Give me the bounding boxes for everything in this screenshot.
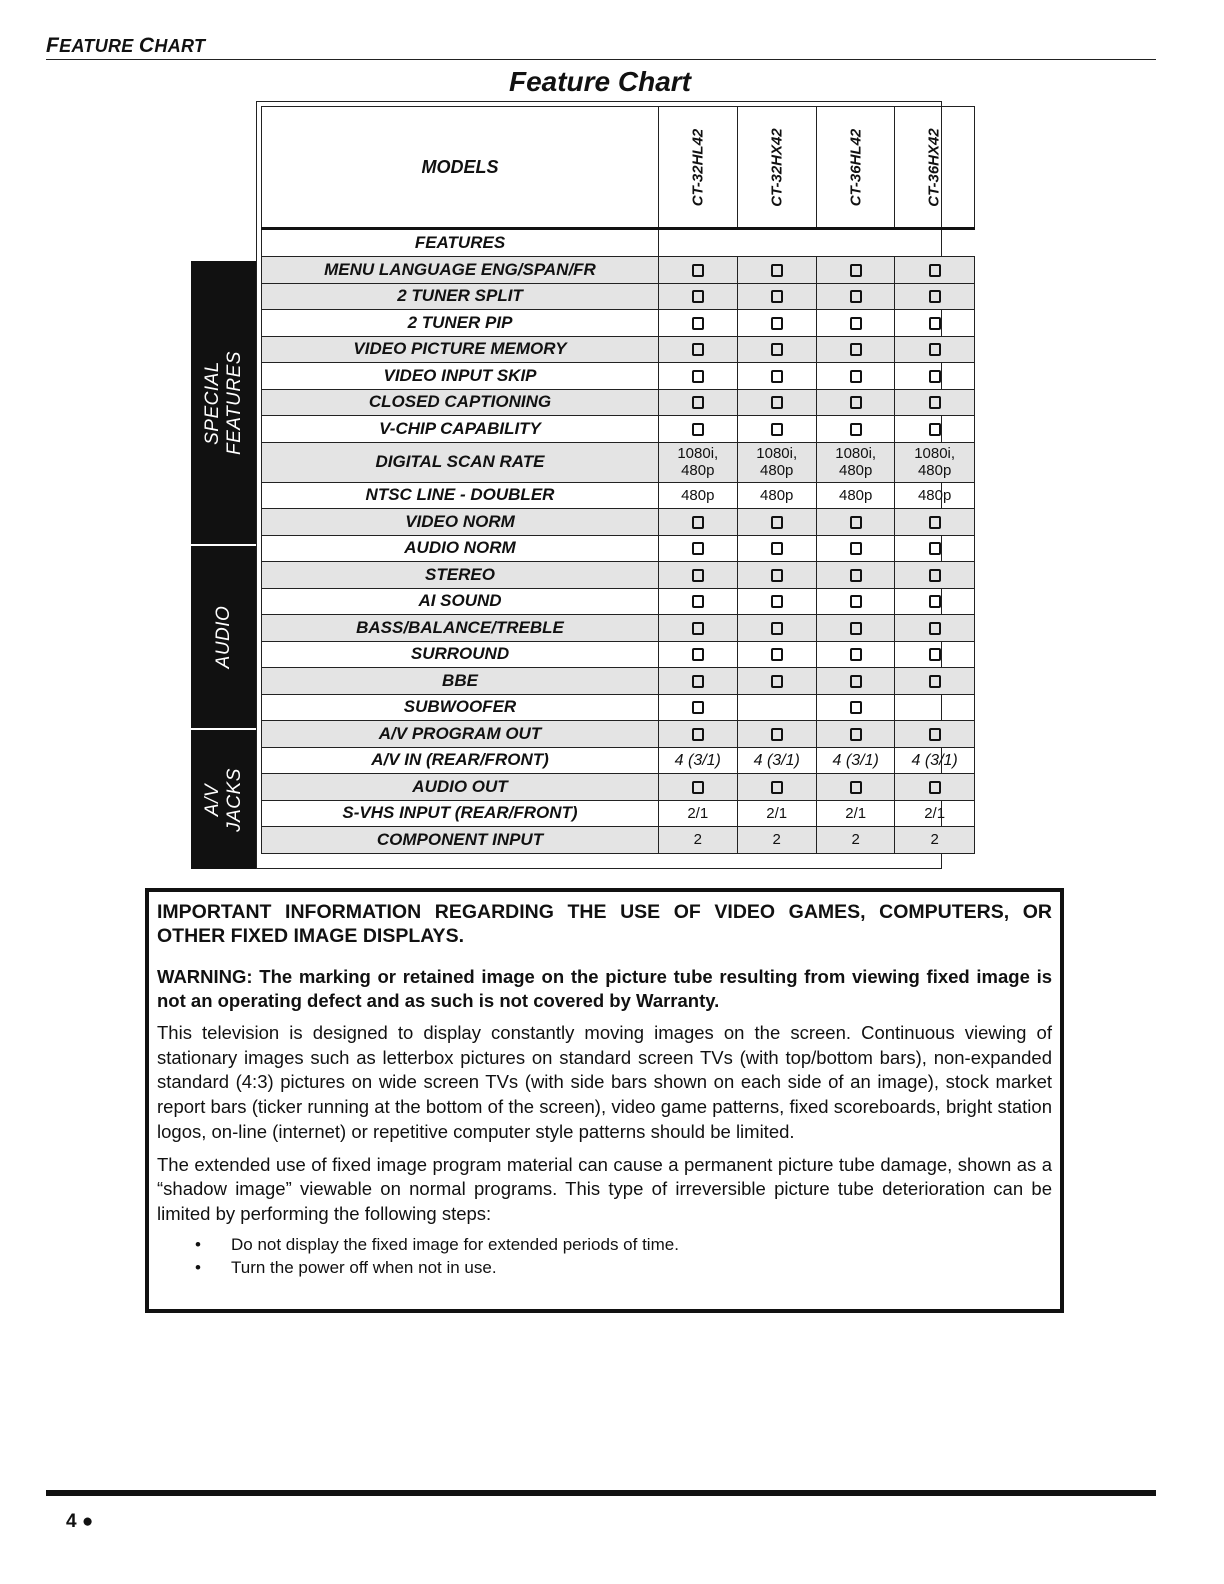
feature-included-cell: [895, 416, 974, 443]
feature-included-cell: [659, 562, 738, 589]
list-item: • Turn the power off when not in use.: [195, 1257, 497, 1277]
feature-value-cell: 2: [737, 827, 816, 854]
feature-included-cell: [816, 389, 895, 416]
checkbox-square-icon: [771, 290, 783, 303]
page-number: 4 ●: [66, 1511, 94, 1532]
category-label: AUDIO: [213, 605, 234, 669]
checkbox-square-icon: [771, 781, 783, 794]
feature-value-cell: 480p: [816, 482, 895, 509]
feature-name: A/V IN (REAR/FRONT): [262, 747, 659, 774]
checkbox-square-icon: [929, 423, 941, 436]
checkbox-square-icon: [850, 343, 862, 356]
feature-included-cell: [659, 641, 738, 668]
feature-included-cell: [659, 509, 738, 536]
feature-included-cell: [895, 721, 974, 748]
checkbox-square-icon: [771, 370, 783, 383]
feature-included-cell: [895, 588, 974, 615]
feature-included-cell: [895, 668, 974, 695]
feature-name: CLOSED CAPTIONING: [262, 389, 659, 416]
feature-table: [261, 106, 975, 854]
checkbox-square-icon: [692, 290, 704, 303]
table-row: [262, 827, 975, 854]
feature-value-cell: 2: [659, 827, 738, 854]
checkbox-square-icon: [929, 516, 941, 529]
section-header-cap-2: C: [138, 34, 155, 57]
feature-included-cell: [737, 721, 816, 748]
checkbox-square-icon: [929, 343, 941, 356]
checkbox-square-icon: [771, 648, 783, 661]
feature-included-cell: [737, 416, 816, 443]
list-item: • Do not display the fixed image for extended periods of time.: [195, 1234, 679, 1254]
footer-rule: [46, 1490, 1156, 1496]
model-header: CT-32HL42: [659, 107, 738, 229]
feature-included-cell: [737, 283, 816, 310]
feature-name: AUDIO NORM: [262, 535, 659, 562]
feature-name: STEREO: [262, 562, 659, 589]
checkbox-square-icon: [929, 542, 941, 555]
feature-name: DIGITAL SCAN RATE: [262, 442, 659, 482]
model-header: CT-36HL42: [816, 107, 895, 229]
checkbox-square-icon: [850, 396, 862, 409]
feature-included-cell: [816, 283, 895, 310]
table-row: [262, 694, 975, 721]
table-row: [262, 257, 975, 284]
feature-value-cell: 1080i, 480p: [816, 442, 895, 482]
table-row: [262, 509, 975, 536]
checkbox-square-icon: [692, 622, 704, 635]
feature-value-cell: 480p: [659, 482, 738, 509]
checkbox-square-icon: [692, 648, 704, 661]
checkbox-square-icon: [850, 622, 862, 635]
feature-included-cell: [895, 615, 974, 642]
feature-included-cell: [659, 668, 738, 695]
checkbox-square-icon: [771, 569, 783, 582]
table-row: [262, 310, 975, 337]
checkbox-square-icon: [850, 264, 862, 277]
feature-included-cell: [737, 310, 816, 337]
feature-included-cell: [895, 283, 974, 310]
feature-value-cell: 2/1: [737, 800, 816, 827]
feature-included-cell: [737, 336, 816, 363]
feature-name: VIDEO INPUT SKIP: [262, 363, 659, 390]
feature-included-cell: [895, 535, 974, 562]
checkbox-square-icon: [771, 622, 783, 635]
feature-name: VIDEO NORM: [262, 509, 659, 536]
feature-included-cell: [737, 363, 816, 390]
checkbox-square-icon: [850, 595, 862, 608]
feature-value-cell: 2/1: [895, 800, 974, 827]
feature-value-cell: 2: [816, 827, 895, 854]
section-header-rest-2: HART: [154, 36, 206, 56]
feature-value-cell: 2/1: [816, 800, 895, 827]
checkbox-square-icon: [692, 675, 704, 688]
feature-included-cell: [816, 535, 895, 562]
feature-included-cell: [659, 257, 738, 284]
feature-included-cell: [737, 615, 816, 642]
checkbox-square-icon: [929, 264, 941, 277]
feature-included-cell: [659, 336, 738, 363]
feature-included-cell: [659, 416, 738, 443]
feature-included-cell: [816, 336, 895, 363]
checkbox-square-icon: [692, 781, 704, 794]
checkbox-square-icon: [850, 370, 862, 383]
chart-title: Feature Chart: [508, 66, 692, 97]
checkbox-square-icon: [692, 370, 704, 383]
feature-included-cell: [737, 509, 816, 536]
feature-included-cell: [895, 774, 974, 801]
info-warning: WARNING: The marking or retained image on the picture tube resulting from viewing fixed image is not an operating defect and as such is not covered by Warranty.: [157, 966, 1052, 1011]
feature-name: S-VHS INPUT (REAR/FRONT): [262, 800, 659, 827]
feature-value-cell: 2/1: [659, 800, 738, 827]
feature-included-cell: [659, 363, 738, 390]
models-header: MODELS: [262, 107, 659, 229]
table-row: [262, 615, 975, 642]
feature-included-cell: [737, 641, 816, 668]
feature-included-cell: [816, 694, 895, 721]
category-audio: [191, 546, 257, 730]
checkbox-square-icon: [771, 264, 783, 277]
feature-included-cell: [659, 535, 738, 562]
checkbox-square-icon: [850, 423, 862, 436]
feature-name: COMPONENT INPUT: [262, 827, 659, 854]
bullet-icon: •: [195, 1234, 201, 1254]
table-row: [262, 641, 975, 668]
feature-included-cell: [895, 509, 974, 536]
checkbox-square-icon: [692, 542, 704, 555]
category-sidebar: [191, 261, 257, 869]
feature-included-cell: [816, 641, 895, 668]
feature-name: AUDIO OUT: [262, 774, 659, 801]
checkbox-square-icon: [850, 781, 862, 794]
checkbox-square-icon: [850, 675, 862, 688]
feature-name: 2 TUNER SPLIT: [262, 283, 659, 310]
feature-included-cell: [895, 257, 974, 284]
checkbox-square-icon: [929, 396, 941, 409]
table-row: [262, 442, 975, 482]
checkbox-square-icon: [692, 516, 704, 529]
section-header-rest-1: EATURE: [59, 36, 139, 56]
table-row: [262, 535, 975, 562]
table-row: [262, 800, 975, 827]
checkbox-square-icon: [692, 317, 704, 330]
feature-name: A/V PROGRAM OUT: [262, 721, 659, 748]
table-row: [262, 283, 975, 310]
checkbox-square-icon: [850, 542, 862, 555]
checkbox-square-icon: [850, 317, 862, 330]
feature-included-cell: [659, 283, 738, 310]
checkbox-square-icon: [850, 648, 862, 661]
table-row: [262, 562, 975, 589]
table-row: [262, 363, 975, 390]
feature-included-cell: [737, 257, 816, 284]
feature-included-cell: [816, 257, 895, 284]
model-header: CT-36HX42: [895, 107, 974, 229]
feature-value-cell: 2: [895, 827, 974, 854]
feature-included-cell: [659, 310, 738, 337]
feature-name: BBE: [262, 668, 659, 695]
checkbox-square-icon: [771, 516, 783, 529]
features-header: FEATURES: [262, 229, 659, 257]
important-info-box: [145, 888, 1064, 1313]
table-row: [262, 416, 975, 443]
feature-included-cell: [737, 668, 816, 695]
feature-included-cell: [737, 535, 816, 562]
table-row: [262, 389, 975, 416]
checkbox-square-icon: [929, 648, 941, 661]
feature-included-cell: [659, 721, 738, 748]
checkbox-square-icon: [850, 290, 862, 303]
feature-name: 2 TUNER PIP: [262, 310, 659, 337]
checkbox-square-icon: [771, 728, 783, 741]
checkbox-square-icon: [771, 396, 783, 409]
feature-included-cell: [659, 389, 738, 416]
category-label: JACKS: [224, 767, 245, 832]
feature-included-cell: [816, 509, 895, 536]
checkbox-square-icon: [692, 264, 704, 277]
info-paragraph: The extended use of fixed image program material can cause a permanent picture tube damage, shown as a “shadow image” viewable on normal programs. This type of irreversible picture tube deterioration can be limited by performing the following steps:: [157, 1153, 1052, 1224]
feature-empty-cell: [737, 694, 816, 721]
checkbox-square-icon: [692, 595, 704, 608]
checkbox-square-icon: [692, 701, 704, 714]
checkbox-square-icon: [929, 622, 941, 635]
feature-empty-cell: [895, 694, 974, 721]
category-label: SPECIAL: [202, 360, 223, 445]
feature-included-cell: [737, 588, 816, 615]
feature-included-cell: [659, 774, 738, 801]
checkbox-square-icon: [692, 569, 704, 582]
feature-included-cell: [895, 641, 974, 668]
checkbox-square-icon: [850, 728, 862, 741]
feature-included-cell: [895, 562, 974, 589]
checkbox-square-icon: [929, 317, 941, 330]
feature-included-cell: [659, 694, 738, 721]
feature-included-cell: [816, 774, 895, 801]
checkbox-square-icon: [929, 595, 941, 608]
checkbox-square-icon: [771, 317, 783, 330]
feature-value-cell: 480p: [737, 482, 816, 509]
checkbox-square-icon: [850, 569, 862, 582]
table-row: [262, 336, 975, 363]
checkbox-square-icon: [850, 516, 862, 529]
feature-value-cell: 4 (3/1): [737, 747, 816, 774]
feature-included-cell: [737, 562, 816, 589]
info-steps-list: [157, 1233, 1052, 1279]
checkbox-square-icon: [850, 701, 862, 714]
info-paragraph: This television is designed to display constantly moving images on the screen. Continuous viewing of stationary images such as letterbox pictures on standard screen TVs (with top/bottom bars), non-expanded standard (4:3) pictures on wide screen TVs (with side bars shown on each side of an image), stock market report bars (ticker running at the bottom of the screen), video game patterns, fixed scoreboards, bright station logos, on-line (internet) or repetitive computer style patterns should be limited.: [157, 1022, 1052, 1142]
checkbox-square-icon: [771, 542, 783, 555]
feature-name: SURROUND: [262, 641, 659, 668]
feature-included-cell: [816, 562, 895, 589]
feature-value-cell: 4 (3/1): [816, 747, 895, 774]
checkbox-square-icon: [692, 343, 704, 356]
feature-included-cell: [895, 389, 974, 416]
checkbox-square-icon: [692, 423, 704, 436]
bullet-icon: •: [195, 1257, 201, 1277]
model-header: CT-32HX42: [737, 107, 816, 229]
feature-included-cell: [659, 615, 738, 642]
feature-included-cell: [816, 721, 895, 748]
feature-included-cell: [737, 774, 816, 801]
feature-included-cell: [816, 363, 895, 390]
feature-included-cell: [895, 363, 974, 390]
feature-included-cell: [895, 336, 974, 363]
checkbox-square-icon: [771, 343, 783, 356]
feature-name: V-CHIP CAPABILITY: [262, 416, 659, 443]
checkbox-square-icon: [929, 675, 941, 688]
category-special-features: [191, 261, 257, 546]
checkbox-square-icon: [771, 423, 783, 436]
feature-value-cell: 4 (3/1): [895, 747, 974, 774]
checkbox-square-icon: [692, 728, 704, 741]
feature-included-cell: [816, 588, 895, 615]
feature-included-cell: [816, 310, 895, 337]
table-row: [262, 721, 975, 748]
feature-name: SUBWOOFER: [262, 694, 659, 721]
table-row: [262, 482, 975, 509]
feature-included-cell: [816, 615, 895, 642]
feature-included-cell: [816, 668, 895, 695]
category-label: A/V: [202, 783, 223, 816]
section-header: [46, 34, 1156, 60]
info-heading: IMPORTANT INFORMATION REGARDING THE USE OF VIDEO GAMES, COMPUTERS, OR OTHER FIXED IMAGE DISPLAYS.: [157, 901, 1052, 947]
feature-value-cell: 1080i, 480p: [737, 442, 816, 482]
feature-value-cell: 480p: [895, 482, 974, 509]
checkbox-square-icon: [929, 370, 941, 383]
category-av-jacks: [191, 730, 257, 869]
category-label: FEATURES: [224, 350, 245, 455]
checkbox-square-icon: [929, 569, 941, 582]
feature-name: AI SOUND: [262, 588, 659, 615]
feature-name: MENU LANGUAGE ENG/SPAN/FR: [262, 257, 659, 284]
page-marker-icon: ●: [81, 1511, 94, 1532]
feature-name: BASS/BALANCE/TREBLE: [262, 615, 659, 642]
checkbox-square-icon: [771, 675, 783, 688]
feature-included-cell: [659, 588, 738, 615]
table-row: [262, 668, 975, 695]
feature-value-cell: 4 (3/1): [659, 747, 738, 774]
section-header-cap-1: F: [46, 34, 60, 57]
feature-included-cell: [816, 416, 895, 443]
checkbox-square-icon: [929, 290, 941, 303]
table-row: [262, 774, 975, 801]
table-row: [262, 588, 975, 615]
feature-name: NTSC LINE - DOUBLER: [262, 482, 659, 509]
feature-value-cell: 1080i, 480p: [895, 442, 974, 482]
feature-value-cell: 1080i, 480p: [659, 442, 738, 482]
checkbox-square-icon: [692, 396, 704, 409]
checkbox-square-icon: [771, 595, 783, 608]
feature-included-cell: [737, 389, 816, 416]
checkbox-square-icon: [929, 728, 941, 741]
feature-included-cell: [895, 310, 974, 337]
checkbox-square-icon: [929, 781, 941, 794]
table-row: [262, 747, 975, 774]
feature-name: VIDEO PICTURE MEMORY: [262, 336, 659, 363]
